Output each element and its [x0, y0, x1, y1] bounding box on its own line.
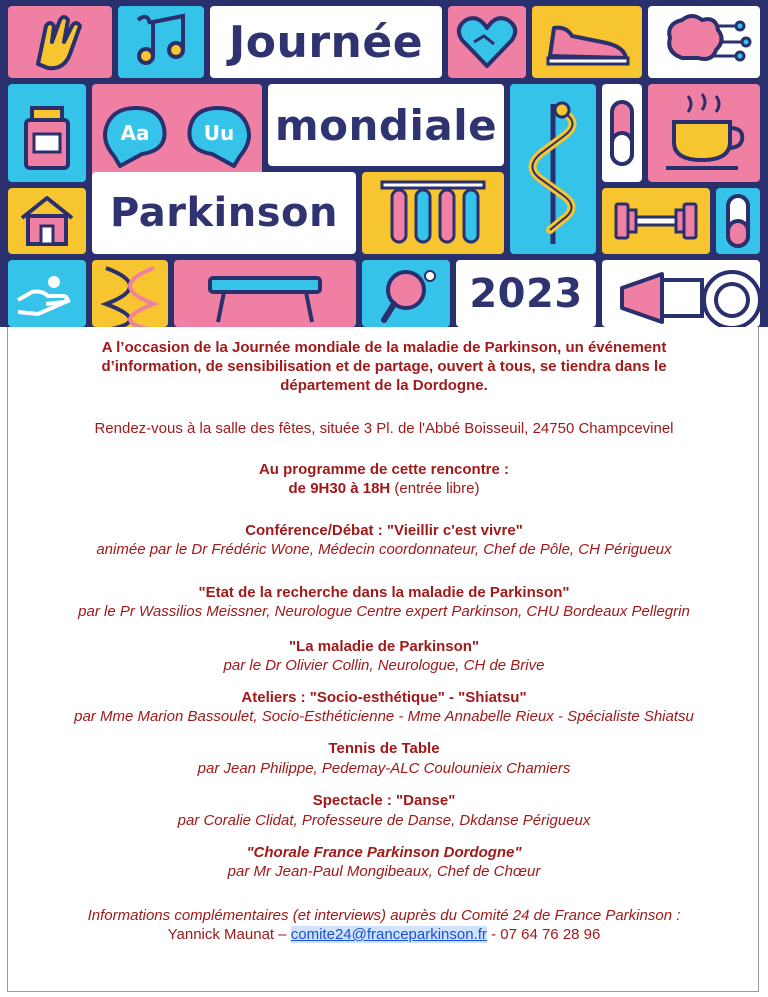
- event-subtitle: par le Pr Wassilios Meissner, Neurologue Centre expert Parkinson, CHU Bordeaux Pellegrin: [78, 603, 690, 620]
- intro-paragraph: [8, 338, 760, 395]
- program-hours-note: (entrée libre): [394, 480, 480, 497]
- event-title: Ateliers : "Socio-esthétique" - "Shiatsu": [241, 689, 527, 706]
- caduceus-icon: [510, 84, 596, 254]
- sneaker-icon: [532, 6, 642, 78]
- bubble-left-text: Aa: [120, 121, 150, 145]
- event-info-box: [7, 327, 759, 992]
- music-note-icon: [118, 6, 204, 78]
- program-hours-time: de 9H30 à 18H: [288, 480, 391, 497]
- test-tubes-icon: [362, 172, 504, 254]
- program-heading: Au programme de cette rencontre :: [258, 461, 510, 478]
- contact-email-link[interactable]: comite24@franceparkinson.fr: [290, 926, 487, 943]
- pill-icon: [602, 84, 642, 182]
- ping-pong-icon: [362, 260, 450, 327]
- bench-icon: [174, 260, 356, 327]
- intro-line-3: département de la Dordogne.: [280, 377, 488, 394]
- event-title: Conférence/Débat : "Vieillir c'est vivre": [245, 522, 523, 539]
- event-subtitle: par Mr Jean-Paul Mongibeaux, Chef de Chœur: [227, 863, 541, 880]
- intro-line-1: A l’occasion de la Journée mondiale de la maladie de Parkinson, un événement: [101, 339, 667, 356]
- hand-wave-icon: [8, 6, 112, 78]
- program-hours: [8, 479, 760, 498]
- brain-icon: [648, 6, 760, 78]
- contact-phone: - 07 64 76 28 96: [491, 926, 601, 943]
- giving-hand-icon: [8, 260, 86, 327]
- event-title: Tennis de Table: [328, 740, 440, 757]
- event-subtitle: par Jean Philippe, Pedemay-ALC Coulounieix Chamiers: [197, 760, 571, 777]
- house-icon: [8, 188, 86, 254]
- heart-handshake-icon: [448, 6, 526, 78]
- event-subtitle: animée par le Dr Frédéric Wone, Médecin coordonnateur, Chef de Pôle, CH Périgueux: [96, 541, 672, 558]
- year-label: 2023: [456, 260, 596, 327]
- contact-intro: Informations complémentaires (et interviews) auprès du Comité 24 de France Parkinson :: [87, 907, 681, 924]
- bubble-right-text: Uu: [203, 121, 235, 145]
- title-line3: Parkinson: [92, 172, 356, 254]
- banner: [0, 0, 768, 327]
- event-title: "La maladie de Parkinson": [288, 638, 480, 655]
- contact-line: [8, 925, 760, 944]
- title-line2: mondiale: [268, 84, 504, 166]
- coffee-cup-icon: [648, 84, 760, 182]
- intro-line-2: d’information, de sensibilisation et de partage, ouvert à tous, se tiendra dans le: [101, 358, 667, 375]
- megaphone-icon: [602, 260, 760, 327]
- medicine-bottle-icon: [8, 84, 86, 182]
- event-title: "Chorale France Parkinson Dordogne": [246, 844, 522, 861]
- title-line1: Journée: [210, 6, 442, 78]
- event-title: Spectacle : "Danse": [312, 792, 456, 809]
- capsule-icon: [716, 188, 760, 254]
- contact-name: Yannick Maunat –: [167, 926, 287, 943]
- dna-icon: [92, 260, 168, 327]
- dumbbell-icon: [602, 188, 710, 254]
- venue-text: Rendez-vous à la salle des fêtes, située 3 Pl. de l'Abbé Boisseuil, 24750 Champcevinel: [94, 420, 674, 437]
- event-subtitle: par Coralie Clidat, Professeure de Danse, Dkdanse Périgueux: [177, 812, 591, 829]
- event-title: "Etat de la recherche dans la maladie de Parkinson": [198, 584, 570, 601]
- event-subtitle: par le Dr Olivier Collin, Neurologue, CH de Brive: [223, 657, 545, 674]
- speech-bubbles-icon: [92, 84, 262, 182]
- event-subtitle: par Mme Marion Bassoulet, Socio-Esthéticienne - Mme Annabelle Rieux - Spécialiste Shiatsu: [74, 708, 694, 725]
